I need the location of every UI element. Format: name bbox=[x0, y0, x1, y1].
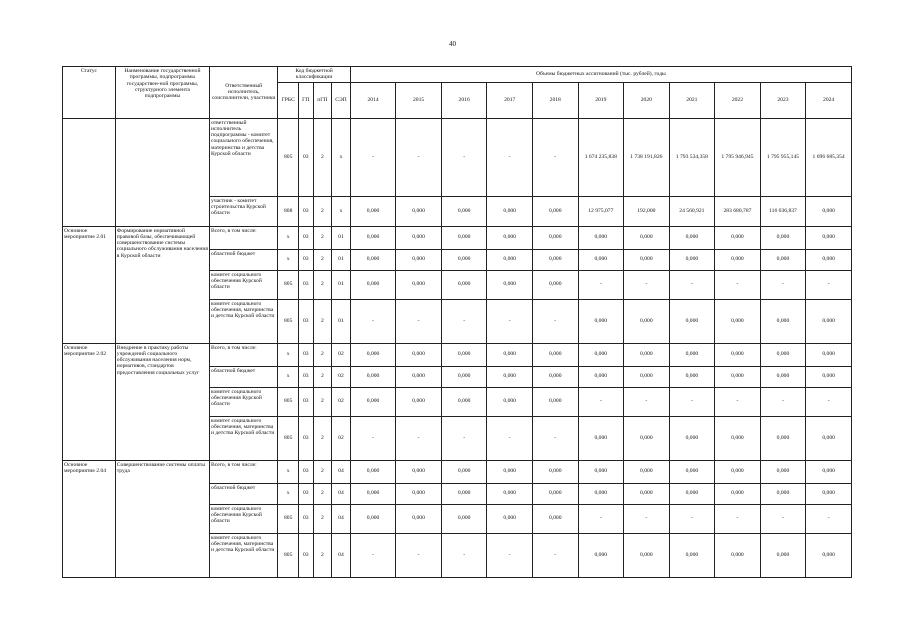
code-cell: 805 bbox=[278, 299, 299, 343]
code-cell: 04 bbox=[332, 504, 351, 533]
value-cell: 0,000 bbox=[715, 299, 761, 343]
value-cell: 0,000 bbox=[441, 270, 487, 299]
header-year: 2018 bbox=[532, 82, 578, 118]
name-cell bbox=[115, 118, 209, 226]
responsible-cell: Всего, в том числе: bbox=[210, 343, 278, 366]
value-cell: - bbox=[487, 533, 533, 577]
responsible-cell: комитет социального обеспечения, материнства и детства Курской области bbox=[210, 533, 278, 577]
value-cell: 0,000 bbox=[396, 196, 442, 226]
value-cell: - bbox=[669, 387, 715, 416]
value-cell: 0,000 bbox=[350, 226, 396, 249]
code-cell: х bbox=[278, 226, 299, 249]
value-cell: 0,000 bbox=[806, 299, 852, 343]
value-cell: - bbox=[396, 299, 442, 343]
code-cell: 02 bbox=[332, 343, 351, 366]
code-cell: 2 bbox=[313, 226, 332, 249]
value-cell: - bbox=[441, 299, 487, 343]
code-cell: 2 bbox=[313, 533, 332, 577]
value-cell: 0,000 bbox=[532, 270, 578, 299]
code-cell: х bbox=[332, 118, 351, 196]
value-cell: 0,000 bbox=[532, 483, 578, 504]
code-cell: 805 bbox=[278, 387, 299, 416]
responsible-cell: областной бюджет bbox=[210, 483, 278, 504]
value-cell: 0,000 bbox=[669, 483, 715, 504]
value-cell: 0,000 bbox=[624, 483, 670, 504]
value-cell: 0,000 bbox=[532, 226, 578, 249]
value-cell: 0,000 bbox=[396, 249, 442, 270]
header-status: Статус bbox=[63, 67, 116, 119]
status-cell: Основное мероприятие 2.01 bbox=[63, 226, 116, 343]
value-cell: 0,000 bbox=[396, 460, 442, 483]
value-cell: 0,000 bbox=[806, 460, 852, 483]
value-cell: 0,000 bbox=[624, 533, 670, 577]
code-cell: 03 bbox=[299, 226, 313, 249]
value-cell: - bbox=[487, 118, 533, 196]
value-cell: 0,000 bbox=[532, 196, 578, 226]
value-cell: 0,000 bbox=[396, 226, 442, 249]
value-cell: 1 795 946,945 bbox=[715, 118, 761, 196]
value-cell: 0,000 bbox=[715, 366, 761, 387]
value-cell: 0,000 bbox=[715, 460, 761, 483]
value-cell: 0,000 bbox=[760, 366, 806, 387]
value-cell: 0,000 bbox=[715, 416, 761, 460]
value-cell: 1 795 955,145 bbox=[760, 118, 806, 196]
value-cell: 0,000 bbox=[578, 483, 624, 504]
code-cell: 808 bbox=[278, 196, 299, 226]
value-cell: 0,000 bbox=[350, 196, 396, 226]
header-code-col: ГП bbox=[299, 82, 313, 118]
value-cell: 0,000 bbox=[578, 226, 624, 249]
code-cell: 805 bbox=[278, 118, 299, 196]
value-cell: 0,000 bbox=[760, 483, 806, 504]
value-cell: 192,000 bbox=[624, 196, 670, 226]
value-cell: 0,000 bbox=[441, 366, 487, 387]
value-cell: 0,000 bbox=[578, 249, 624, 270]
value-cell: 0,000 bbox=[669, 343, 715, 366]
name-cell: Внедрение в практику работы учреждений социального обслуживания населения норм, нормативов, стандартов предоставления социальных услуг bbox=[115, 343, 209, 460]
value-cell: 0,000 bbox=[350, 366, 396, 387]
value-cell: 0,000 bbox=[578, 533, 624, 577]
value-cell: 0,000 bbox=[487, 387, 533, 416]
code-cell: 03 bbox=[299, 483, 313, 504]
value-cell: - bbox=[532, 533, 578, 577]
value-cell: 0,000 bbox=[669, 460, 715, 483]
value-cell: 0,000 bbox=[350, 343, 396, 366]
value-cell: 0,000 bbox=[441, 343, 487, 366]
value-cell: - bbox=[624, 504, 670, 533]
value-cell: - bbox=[396, 533, 442, 577]
code-cell: 805 bbox=[278, 504, 299, 533]
budget-table bbox=[62, 66, 852, 578]
code-cell: 04 bbox=[332, 533, 351, 577]
value-cell: - bbox=[715, 270, 761, 299]
value-cell: 0,000 bbox=[532, 366, 578, 387]
value-cell: 0,000 bbox=[487, 196, 533, 226]
value-cell: 0,000 bbox=[578, 299, 624, 343]
value-cell: 0,000 bbox=[441, 504, 487, 533]
code-cell: 2 bbox=[313, 366, 332, 387]
header-name: Наименование государственной программы, подпрограммы государствен-ной программы, структурного элемента подпрограммы bbox=[115, 67, 209, 119]
value-cell: 0,000 bbox=[350, 460, 396, 483]
value-cell: 0,000 bbox=[760, 249, 806, 270]
code-cell: 01 bbox=[332, 226, 351, 249]
value-cell: 0,000 bbox=[806, 416, 852, 460]
responsible-cell: участник - комитет строительства Курской области bbox=[210, 196, 278, 226]
responsible-cell: Всего, в том числе: bbox=[210, 226, 278, 249]
value-cell: 0,000 bbox=[487, 483, 533, 504]
value-cell: 0,000 bbox=[806, 483, 852, 504]
value-cell: 0,000 bbox=[350, 249, 396, 270]
value-cell: 0,000 bbox=[715, 343, 761, 366]
value-cell: 0,000 bbox=[350, 483, 396, 504]
value-cell: 0,000 bbox=[669, 249, 715, 270]
code-cell: 03 bbox=[299, 249, 313, 270]
code-cell: 03 bbox=[299, 270, 313, 299]
value-cell: - bbox=[669, 270, 715, 299]
value-cell: 1 793 534,358 bbox=[669, 118, 715, 196]
value-cell: 0,000 bbox=[487, 249, 533, 270]
value-cell: 12 975,077 bbox=[578, 196, 624, 226]
value-cell: - bbox=[350, 299, 396, 343]
value-cell: - bbox=[806, 387, 852, 416]
code-cell: 03 bbox=[299, 460, 313, 483]
value-cell: 0,000 bbox=[396, 343, 442, 366]
value-cell: 0,000 bbox=[578, 460, 624, 483]
header-year: 2016 bbox=[441, 82, 487, 118]
table-row bbox=[63, 118, 852, 196]
value-cell: - bbox=[532, 299, 578, 343]
code-cell: 2 bbox=[313, 118, 332, 196]
header-budget-code: Код бюджетной классификации bbox=[278, 67, 350, 83]
code-cell: х bbox=[278, 343, 299, 366]
value-cell: 0,000 bbox=[806, 226, 852, 249]
value-cell: 0,000 bbox=[806, 533, 852, 577]
value-cell: 0,000 bbox=[532, 249, 578, 270]
value-cell: 0,000 bbox=[487, 460, 533, 483]
responsible-cell: областной бюджет bbox=[210, 366, 278, 387]
value-cell: 0,000 bbox=[715, 533, 761, 577]
code-cell: 04 bbox=[332, 483, 351, 504]
value-cell: 0,000 bbox=[760, 416, 806, 460]
value-cell: 0,000 bbox=[669, 533, 715, 577]
code-cell: 2 bbox=[313, 299, 332, 343]
code-cell: 2 bbox=[313, 504, 332, 533]
value-cell: 0,000 bbox=[760, 343, 806, 366]
responsible-cell: комитет социального обеспечения, материнства и детства Курской области bbox=[210, 299, 278, 343]
value-cell: 0,000 bbox=[441, 387, 487, 416]
value-cell: 0,000 bbox=[806, 196, 852, 226]
code-cell: х bbox=[278, 460, 299, 483]
value-cell: 0,000 bbox=[760, 460, 806, 483]
value-cell: 0,000 bbox=[441, 483, 487, 504]
code-cell: х bbox=[332, 196, 351, 226]
value-cell: 0,000 bbox=[624, 416, 670, 460]
responsible-cell: комитет социального обеспечения Курской области bbox=[210, 387, 278, 416]
value-cell: 0,000 bbox=[578, 343, 624, 366]
code-cell: 02 bbox=[332, 366, 351, 387]
value-cell: 0,000 bbox=[396, 366, 442, 387]
value-cell: - bbox=[532, 118, 578, 196]
code-cell: 04 bbox=[332, 460, 351, 483]
value-cell: 24 560,921 bbox=[669, 196, 715, 226]
code-cell: 2 bbox=[313, 387, 332, 416]
code-cell: 805 bbox=[278, 416, 299, 460]
value-cell: - bbox=[532, 416, 578, 460]
value-cell: - bbox=[806, 270, 852, 299]
value-cell: 0,000 bbox=[624, 249, 670, 270]
code-cell: 805 bbox=[278, 270, 299, 299]
value-cell: 0,000 bbox=[350, 504, 396, 533]
table-row bbox=[63, 226, 852, 249]
value-cell: 0,000 bbox=[578, 416, 624, 460]
value-cell: 0,000 bbox=[715, 483, 761, 504]
value-cell: 0,000 bbox=[669, 299, 715, 343]
header-year: 2021 bbox=[669, 82, 715, 118]
code-cell: 03 bbox=[299, 343, 313, 366]
value-cell: 0,000 bbox=[487, 366, 533, 387]
code-cell: х bbox=[278, 249, 299, 270]
value-cell: 0,000 bbox=[806, 249, 852, 270]
code-cell: 03 bbox=[299, 299, 313, 343]
code-cell: 2 bbox=[313, 196, 332, 226]
responsible-cell: областной бюджет bbox=[210, 249, 278, 270]
header-responsible: Ответственный исполнитель, соисполнители, участники bbox=[210, 67, 278, 119]
code-cell: 2 bbox=[313, 270, 332, 299]
value-cell: 0,000 bbox=[441, 196, 487, 226]
header-year: 2024 bbox=[806, 82, 852, 118]
value-cell: - bbox=[350, 416, 396, 460]
responsible-cell: комитет социального обеспечения Курской области bbox=[210, 270, 278, 299]
value-cell: 0,000 bbox=[396, 504, 442, 533]
value-cell: - bbox=[760, 270, 806, 299]
value-cell: - bbox=[578, 270, 624, 299]
value-cell: - bbox=[578, 387, 624, 416]
code-cell: 01 bbox=[332, 270, 351, 299]
header-volumes: Объемы бюджетных ассигнований (тыс. рублей), годы bbox=[350, 67, 851, 83]
value-cell: - bbox=[624, 387, 670, 416]
value-cell: 0,000 bbox=[487, 343, 533, 366]
value-cell: 0,000 bbox=[532, 460, 578, 483]
status-cell: Основное мероприятие 2.02 bbox=[63, 343, 116, 460]
responsible-cell: ответственный исполнитель подпрограммы - комитет социального обеспечения, материнства и детства Курской области bbox=[210, 118, 278, 196]
value-cell: - bbox=[760, 387, 806, 416]
value-cell: 0,000 bbox=[624, 343, 670, 366]
value-cell: - bbox=[487, 416, 533, 460]
value-cell: 0,000 bbox=[669, 366, 715, 387]
value-cell: 0,000 bbox=[441, 249, 487, 270]
code-cell: 03 bbox=[299, 387, 313, 416]
value-cell: - bbox=[441, 533, 487, 577]
value-cell: - bbox=[624, 270, 670, 299]
header-year: 2015 bbox=[396, 82, 442, 118]
value-cell: 1 696 685,354 bbox=[806, 118, 852, 196]
code-cell: 03 bbox=[299, 366, 313, 387]
header-code-col: СЭП bbox=[332, 82, 351, 118]
responsible-cell: комитет социального обеспечения Курской области bbox=[210, 504, 278, 533]
value-cell: - bbox=[441, 416, 487, 460]
value-cell: 0,000 bbox=[441, 460, 487, 483]
responsible-cell: комитет социального обеспечения, материнства и детства Курской области bbox=[210, 416, 278, 460]
value-cell: 1 674 235,838 bbox=[578, 118, 624, 196]
value-cell: - bbox=[487, 299, 533, 343]
code-cell: 805 bbox=[278, 533, 299, 577]
code-cell: 02 bbox=[332, 387, 351, 416]
status-cell bbox=[63, 118, 116, 226]
table-row bbox=[63, 343, 852, 366]
code-cell: 2 bbox=[313, 483, 332, 504]
value-cell: 0,000 bbox=[715, 249, 761, 270]
code-cell: х bbox=[278, 483, 299, 504]
header-year: 2014 bbox=[350, 82, 396, 118]
value-cell: - bbox=[806, 504, 852, 533]
table-row bbox=[63, 460, 852, 483]
value-cell: 0,000 bbox=[806, 366, 852, 387]
value-cell: 0,000 bbox=[669, 226, 715, 249]
value-cell: 0,000 bbox=[715, 226, 761, 249]
value-cell: 0,000 bbox=[532, 387, 578, 416]
value-cell: - bbox=[396, 416, 442, 460]
code-cell: 03 bbox=[299, 533, 313, 577]
value-cell: 0,000 bbox=[487, 270, 533, 299]
value-cell: 0,000 bbox=[441, 226, 487, 249]
value-cell: 0,000 bbox=[396, 387, 442, 416]
value-cell: - bbox=[441, 118, 487, 196]
page-number: 40 bbox=[449, 40, 456, 48]
value-cell: - bbox=[578, 504, 624, 533]
code-cell: 03 bbox=[299, 504, 313, 533]
value-cell: 1 738 191,826 bbox=[624, 118, 670, 196]
value-cell: 0,000 bbox=[669, 416, 715, 460]
code-cell: 02 bbox=[332, 416, 351, 460]
code-cell: 03 bbox=[299, 416, 313, 460]
value-cell: 0,000 bbox=[487, 504, 533, 533]
header-code-col: пГП bbox=[313, 82, 332, 118]
value-cell: 0,000 bbox=[396, 270, 442, 299]
value-cell: 0,000 bbox=[532, 343, 578, 366]
code-cell: 01 bbox=[332, 299, 351, 343]
responsible-cell: Всего, в том числе: bbox=[210, 460, 278, 483]
value-cell: - bbox=[350, 118, 396, 196]
name-cell: Совершенствование системы оплаты труда bbox=[115, 460, 209, 577]
header-year: 2019 bbox=[578, 82, 624, 118]
value-cell: 0,000 bbox=[624, 299, 670, 343]
value-cell: 0,000 bbox=[760, 299, 806, 343]
code-cell: 2 bbox=[313, 249, 332, 270]
value-cell: 0,000 bbox=[760, 533, 806, 577]
header-year: 2020 bbox=[624, 82, 670, 118]
header-code-col: ГРБС bbox=[278, 82, 299, 118]
value-cell: 0,000 bbox=[624, 226, 670, 249]
name-cell: Формирование нормативной правовой базы, обеспечивающей совершенствование системы социального обслуживания населения в Курской области bbox=[115, 226, 209, 343]
header-year: 2022 bbox=[715, 82, 761, 118]
value-cell: - bbox=[760, 504, 806, 533]
value-cell: 0,000 bbox=[806, 343, 852, 366]
value-cell: - bbox=[350, 533, 396, 577]
code-cell: 2 bbox=[313, 460, 332, 483]
value-cell: 0,000 bbox=[624, 366, 670, 387]
value-cell: - bbox=[396, 118, 442, 196]
value-cell: 0,000 bbox=[532, 504, 578, 533]
code-cell: 2 bbox=[313, 343, 332, 366]
value-cell: - bbox=[715, 504, 761, 533]
value-cell: 0,000 bbox=[760, 226, 806, 249]
value-cell: 283 680,787 bbox=[715, 196, 761, 226]
code-cell: 01 bbox=[332, 249, 351, 270]
code-cell: 03 bbox=[299, 118, 313, 196]
header-year: 2023 bbox=[760, 82, 806, 118]
value-cell: 0,000 bbox=[487, 226, 533, 249]
header-year: 2017 bbox=[487, 82, 533, 118]
value-cell: - bbox=[669, 504, 715, 533]
code-cell: х bbox=[278, 366, 299, 387]
code-cell: 2 bbox=[313, 416, 332, 460]
value-cell: 0,000 bbox=[396, 483, 442, 504]
value-cell: 0,000 bbox=[350, 270, 396, 299]
value-cell: 0,000 bbox=[624, 460, 670, 483]
value-cell: - bbox=[715, 387, 761, 416]
value-cell: 0,000 bbox=[350, 387, 396, 416]
value-cell: 116 036,837 bbox=[760, 196, 806, 226]
status-cell: Основное мероприятие 2.04 bbox=[63, 460, 116, 577]
code-cell: 03 bbox=[299, 196, 313, 226]
value-cell: 0,000 bbox=[578, 366, 624, 387]
